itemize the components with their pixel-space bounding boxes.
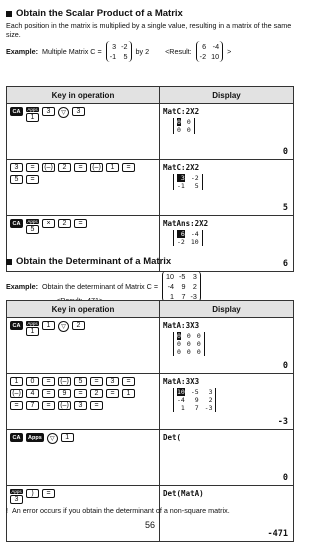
table-row: [7, 430, 294, 486]
scalar-title-text: Obtain the Scalar Product of a Matrix: [16, 8, 183, 19]
lcd-matrix-cell: 9: [194, 396, 199, 404]
ca-key[interactable]: CA: [10, 107, 23, 116]
apps-shift-key[interactable]: [26, 107, 39, 122]
matrix-cell: 3: [192, 272, 197, 281]
lcd-matrix: [173, 230, 203, 246]
lcd-matrix: [173, 118, 195, 134]
calc-key[interactable]: 3: [74, 401, 87, 410]
matrix-cell: -4: [212, 42, 220, 51]
lcd-matrix: [173, 388, 216, 412]
calc-key[interactable]: 5: [74, 377, 87, 386]
lcd-display: [163, 489, 290, 541]
lcd-matrix-cell: 0: [186, 340, 191, 348]
calc-key[interactable]: 1: [61, 433, 74, 442]
ca-key[interactable]: CA: [10, 219, 23, 228]
display-cell: [160, 374, 294, 430]
matrix-cell: -3: [190, 292, 197, 301]
calc-key[interactable]: (–): [58, 377, 71, 386]
display-cell: [160, 160, 294, 216]
calc-key[interactable]: =: [74, 389, 87, 398]
lcd-matrix-cell: 5: [194, 182, 199, 190]
calc-key[interactable]: 3: [106, 377, 119, 386]
key-sequence: [10, 163, 142, 184]
example-text: Multiple Matrix C =: [41, 47, 102, 56]
lcd-matrix-cell: 3: [208, 388, 213, 396]
scalar-example: [6, 41, 294, 62]
key-sequence: [10, 219, 142, 234]
matrix-result: [196, 41, 223, 62]
calc-key[interactable]: 9: [58, 389, 71, 398]
matrix-cell: 10: [166, 272, 175, 281]
matrix-cell: 6: [202, 42, 207, 51]
lcd-matrix-cell: 3: [177, 174, 185, 182]
calc-key[interactable]: =: [90, 377, 103, 386]
lcd-matrix-cell: 0: [186, 126, 191, 134]
matrix-cell: -1: [109, 52, 117, 61]
col-display: Display: [160, 301, 294, 318]
result-close: >: [227, 47, 232, 56]
calc-key[interactable]: 5: [26, 225, 39, 234]
key-sequence-cell: [7, 104, 160, 160]
lcd-title: MatA:3X3: [163, 377, 200, 386]
calc-key[interactable]: =: [26, 175, 39, 184]
lcd-matrix: [173, 174, 203, 190]
table-row: [7, 104, 294, 160]
key-sequence-cell: [7, 160, 160, 216]
lcd-result: 0: [282, 473, 288, 483]
lcd-matrix-cell: -3: [204, 404, 213, 412]
calc-key[interactable]: 1: [26, 327, 39, 336]
key-sequence-cell: [7, 430, 160, 486]
example-label: Example:: [6, 47, 38, 56]
calc-key[interactable]: 2: [90, 389, 103, 398]
key-sequence-cell: [7, 374, 160, 430]
lcd-matrix-cell: 0: [196, 340, 201, 348]
matrix-cell: -5: [179, 272, 186, 281]
table-row: [7, 318, 294, 374]
scalar-section: [6, 8, 294, 62]
calc-key[interactable]: 1: [106, 163, 119, 172]
lcd-result: 6: [282, 259, 288, 269]
lcd-matrix-cell: 0: [177, 118, 181, 126]
lcd-title: Det(: [163, 433, 182, 442]
lcd-matrix-cell: 0: [186, 348, 191, 356]
ca-key[interactable]: CA: [10, 433, 23, 442]
note-text: An error occurs if you obtain the determinant of a non-square matrix.: [12, 506, 230, 515]
table-row: [7, 374, 294, 430]
calc-key[interactable]: 3: [10, 495, 23, 504]
key-sequence: [10, 107, 142, 122]
calc-key[interactable]: ×: [42, 219, 55, 228]
calc-key[interactable]: (–): [58, 401, 71, 410]
display-cell: [160, 318, 294, 374]
calc-key[interactable]: 7: [26, 401, 39, 410]
apps-shift-key[interactable]: [26, 321, 39, 336]
apps-label: Apps: [27, 219, 38, 224]
page-number: 56: [144, 520, 155, 530]
lcd-matrix: [173, 332, 205, 356]
calc-key[interactable]: 0: [26, 377, 39, 386]
calc-key[interactable]: =: [90, 401, 103, 410]
down-arrow-key-icon[interactable]: ▽: [58, 107, 69, 118]
result-open: <Result:: [165, 47, 192, 56]
calc-key[interactable]: 1: [10, 377, 23, 386]
down-arrow-key-icon[interactable]: ▽: [47, 433, 58, 444]
example-label: Example:: [6, 282, 38, 291]
calc-key[interactable]: (–): [90, 163, 103, 172]
scalar-section-title: [6, 8, 294, 19]
calc-key[interactable]: 2: [58, 219, 71, 228]
lcd-result: 5: [282, 203, 288, 213]
col-key-in-operation: Key in operation: [7, 87, 160, 104]
apps-label: Apps: [11, 489, 22, 494]
matrix-cell: 2: [192, 282, 197, 291]
lcd-matrix-cell: 0: [196, 348, 201, 356]
lcd-matrix-cell: 7: [194, 404, 199, 412]
key-sequence: [10, 377, 142, 410]
calc-key[interactable]: 4: [26, 389, 39, 398]
calc-key[interactable]: 1: [26, 113, 39, 122]
example-text: Obtain the determinant of Matrix C =: [41, 282, 159, 291]
lcd-matrix-cell: -2: [190, 174, 199, 182]
calc-key[interactable]: =: [122, 377, 135, 386]
lcd-matrix-cell: -1: [177, 182, 185, 190]
calc-key[interactable]: =: [10, 401, 23, 410]
calc-key[interactable]: =: [42, 489, 55, 498]
lcd-display: [163, 107, 290, 159]
ca-key[interactable]: CA: [10, 321, 23, 330]
calc-key[interactable]: 3: [72, 107, 85, 116]
matrix-c: [106, 41, 132, 62]
bullet-square-icon: [6, 11, 12, 17]
lcd-matrix-cell: 0: [177, 348, 181, 356]
calc-key[interactable]: =: [26, 163, 39, 172]
lcd-display: [163, 377, 290, 429]
key-sequence-cell: [7, 318, 160, 374]
matrix-cell: -4: [167, 282, 175, 291]
lcd-matrix-cell: -5: [190, 388, 199, 396]
lcd-result: -3: [277, 417, 288, 427]
matrix-cell: -2: [121, 42, 128, 51]
calc-key[interactable]: =: [42, 377, 55, 386]
calc-key[interactable]: =: [122, 163, 135, 172]
calc-key[interactable]: 3: [10, 163, 23, 172]
col-display: Display: [160, 87, 294, 104]
matrix-cell: 7: [181, 292, 186, 301]
note-mark: !: [6, 506, 8, 515]
lcd-matrix-cell: 0: [177, 332, 181, 340]
calc-key[interactable]: 1: [42, 321, 55, 330]
operations-table-1: [6, 86, 294, 272]
calc-key[interactable]: 1: [122, 389, 135, 398]
determinant-section: [6, 256, 294, 305]
bullet-square-icon: [6, 259, 12, 265]
key-sequence: [10, 321, 142, 336]
scalar-description: Each position in the matrix is multiplied by a single value, resulting in a matrix of the same size.: [6, 21, 292, 39]
calc-key[interactable]: 5: [10, 175, 23, 184]
lcd-display: [163, 163, 290, 215]
lcd-matrix-cell: 0: [177, 340, 181, 348]
lcd-matrix-cell: 0: [186, 118, 191, 126]
key-sequence: [10, 489, 142, 504]
calc-key[interactable]: 2: [58, 163, 71, 172]
lcd-matrix-cell: -2: [177, 238, 185, 246]
apps-shift-key[interactable]: [26, 219, 39, 234]
calc-key[interactable]: (–): [42, 163, 55, 172]
matrix-cell: 1: [170, 292, 175, 301]
by-text: by 2: [135, 47, 150, 56]
lcd-title: MatAns:2X2: [163, 219, 209, 228]
lcd-matrix-cell: 6: [177, 230, 185, 238]
calc-key[interactable]: =: [74, 163, 87, 172]
calc-key[interactable]: =: [74, 219, 87, 228]
lcd-matrix-cell: 2: [208, 396, 213, 404]
matrix-c-3x3: [162, 271, 201, 302]
lcd-title: MatC:2X2: [163, 163, 200, 172]
lcd-title: MatA:3X3: [163, 321, 200, 330]
lcd-matrix-cell: 1: [180, 404, 185, 412]
error-note: [6, 506, 292, 515]
lcd-matrix-cell: 0: [186, 332, 191, 340]
lcd-result: 0: [282, 147, 288, 157]
lcd-matrix-cell: -4: [190, 230, 199, 238]
lcd-matrix-cell: 10: [190, 238, 199, 246]
calc-key[interactable]: 2: [72, 321, 85, 330]
calc-key[interactable]: =: [42, 389, 55, 398]
apps-label: Apps: [27, 321, 38, 326]
table-row: [7, 160, 294, 216]
lcd-display: [163, 433, 290, 485]
matrix-cell: 3: [112, 42, 117, 51]
determinant-title-text: Obtain the Determinant of a Matrix: [16, 256, 172, 267]
display-cell: [160, 430, 294, 486]
apps-shift-key[interactable]: [10, 489, 23, 504]
matrix-cell: 10: [211, 52, 220, 61]
calc-key[interactable]: 3: [42, 107, 55, 116]
calc-key[interactable]: ): [26, 489, 39, 498]
lcd-result: -471: [267, 529, 288, 539]
lcd-matrix-cell: 10: [177, 388, 185, 396]
down-arrow-key-icon[interactable]: ▽: [58, 321, 69, 332]
lcd-matrix-cell: 0: [177, 126, 181, 134]
matrix-cell: 5: [123, 52, 128, 61]
key-sequence: [10, 433, 142, 444]
lcd-display: [163, 321, 290, 373]
matrix-cell: -2: [199, 52, 207, 61]
calc-key[interactable]: (–): [10, 389, 23, 398]
apps-key[interactable]: Apps: [28, 434, 42, 441]
matrix-cell: 9: [181, 282, 186, 291]
determinant-section-title: [6, 256, 294, 267]
lcd-title: MatC:2X2: [163, 107, 200, 116]
display-cell: [160, 104, 294, 160]
lcd-matrix-cell: -4: [177, 396, 185, 404]
apps-label: Apps: [27, 107, 38, 112]
lcd-matrix-cell: 0: [196, 332, 201, 340]
lcd-result: 0: [282, 361, 288, 371]
calc-key[interactable]: =: [42, 401, 55, 410]
calc-key[interactable]: =: [106, 389, 119, 398]
lcd-title: Det(MatA): [163, 489, 204, 498]
col-key-in-operation: Key in operation: [7, 301, 160, 318]
